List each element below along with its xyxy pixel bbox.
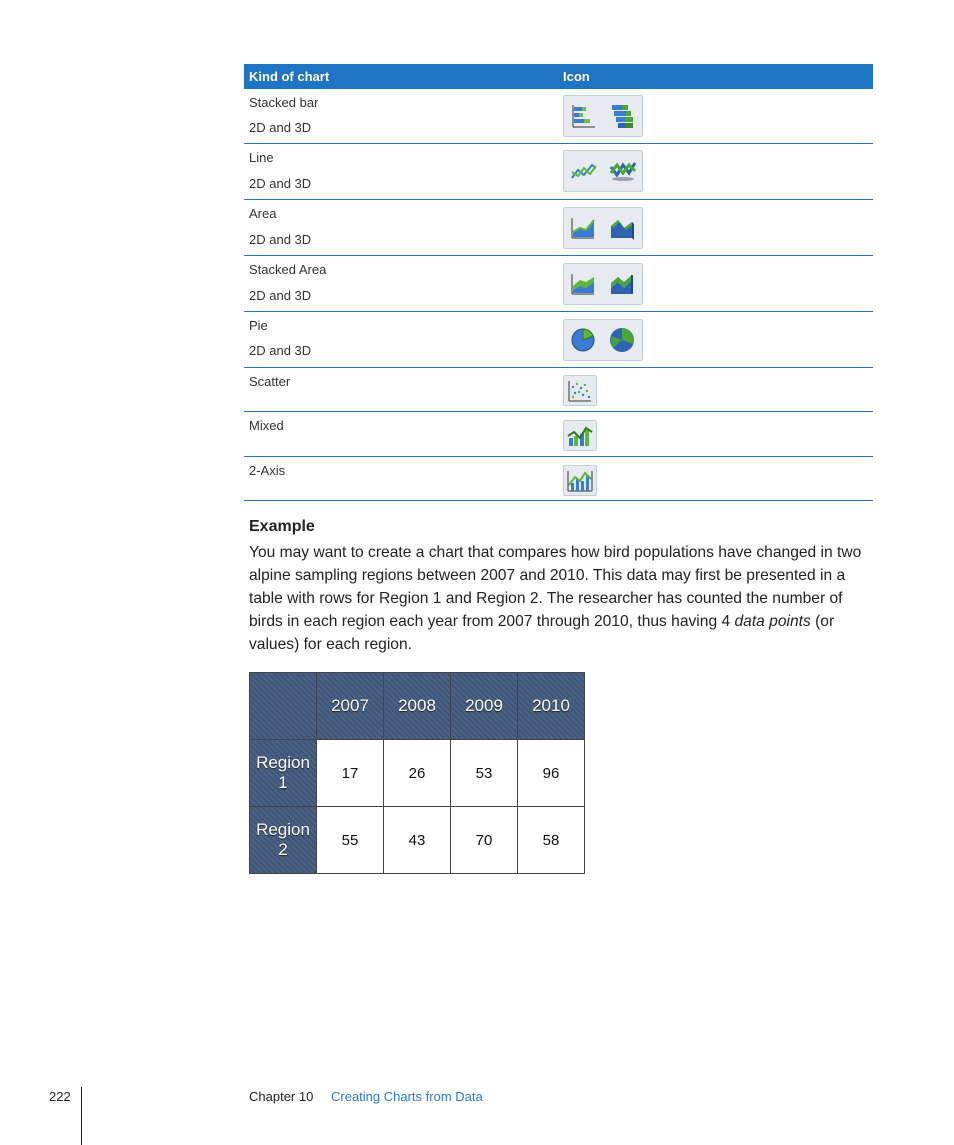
corner-cell: [250, 673, 317, 740]
stacked-bar-3d-icon: [608, 102, 636, 130]
value-cell: 70: [451, 807, 518, 874]
page-number: 222: [49, 1089, 71, 1104]
table-row: [244, 368, 873, 412]
row-name: Scatter: [249, 374, 291, 389]
paragraph-text-1: You may want to create a chart that compares how bird populations have changed in two alpine sampling regions between 2007 and 2010. This data may first be presented in a table with rows for Region 1 and Region 2. The researcher has counted the number of birds in each region each year from 2007 through 2010, thus having 4: [249, 544, 862, 630]
table-row: [244, 412, 873, 457]
table-row: [250, 807, 585, 874]
area-2d-icon: [570, 216, 596, 240]
table-row: [244, 312, 873, 368]
paragraph-text-2: (or values) for each region.: [249, 613, 835, 653]
icon-box: [563, 375, 597, 406]
region-label: Region: [256, 753, 310, 772]
icon-box: [563, 263, 643, 305]
table-row: [244, 457, 873, 501]
region-label: Region: [256, 820, 310, 839]
row-sub: 2D and 3D: [249, 343, 312, 358]
row-name: Area: [249, 206, 277, 221]
pie-2d-icon: [570, 327, 596, 353]
icon-box: [563, 150, 643, 192]
value-cell: 96: [518, 740, 585, 807]
icon-box: [563, 465, 597, 496]
table-header-row: [250, 673, 585, 740]
table-header: [244, 64, 873, 89]
icon-box: [563, 420, 597, 451]
mixed-icon: [566, 424, 594, 448]
bird-population-table: [249, 672, 585, 874]
row-sub: 2D and 3D: [249, 232, 312, 247]
row-sub: 2D and 3D: [249, 176, 312, 191]
region-header: [250, 740, 317, 807]
value-cell: 53: [451, 740, 518, 807]
region-number: 2: [278, 840, 288, 859]
row-sub: 2D and 3D: [249, 120, 312, 135]
value-cell: 17: [317, 740, 384, 807]
row-name: Mixed: [249, 418, 284, 433]
value-cell: 43: [384, 807, 451, 874]
table-row: [250, 740, 585, 807]
icon-box: [563, 319, 643, 361]
value-cell: 55: [317, 807, 384, 874]
row-name: 2-Axis: [249, 463, 286, 478]
footer-divider: [81, 1087, 82, 1145]
chapter-title-link[interactable]: Creating Charts from Data: [331, 1089, 483, 1104]
icon-box: [563, 95, 643, 137]
year-header: 2010: [518, 673, 585, 740]
table-row: [244, 89, 873, 144]
row-name: Stacked Area: [249, 262, 327, 277]
row-sub: 2D and 3D: [249, 288, 312, 303]
value-cell: 26: [384, 740, 451, 807]
icon-box: [563, 207, 643, 249]
pie-3d-icon: [608, 326, 636, 354]
line-2d-icon: [570, 160, 598, 182]
chapter-label: Chapter 10: [249, 1089, 314, 1104]
row-name: Stacked bar: [249, 95, 319, 110]
stacked-area-2d-icon: [570, 272, 596, 296]
value-cell: 58: [518, 807, 585, 874]
header-kind-of-chart: Kind of chart: [249, 69, 330, 84]
paragraph-emphasis: data points: [734, 613, 811, 630]
header-icon: Icon: [563, 69, 590, 84]
area-3d-icon: [608, 214, 636, 242]
year-header: 2009: [451, 673, 518, 740]
region-number: 1: [278, 773, 288, 792]
example-heading: Example: [249, 518, 315, 535]
row-name: Line: [249, 150, 274, 165]
year-header: 2007: [317, 673, 384, 740]
stacked-area-3d-icon: [608, 270, 636, 298]
stacked-bar-2d-icon: [570, 103, 596, 129]
table-row: [244, 256, 873, 312]
two-axis-icon: [566, 469, 594, 493]
scatter-icon: [567, 379, 593, 403]
chart-kinds-table: [244, 64, 873, 501]
row-name: Pie: [249, 318, 268, 333]
region-header: [250, 807, 317, 874]
table-row: [244, 200, 873, 256]
table-row: [244, 144, 873, 200]
line-3d-icon: [609, 159, 637, 183]
example-paragraph: [249, 541, 869, 656]
year-header: 2008: [384, 673, 451, 740]
